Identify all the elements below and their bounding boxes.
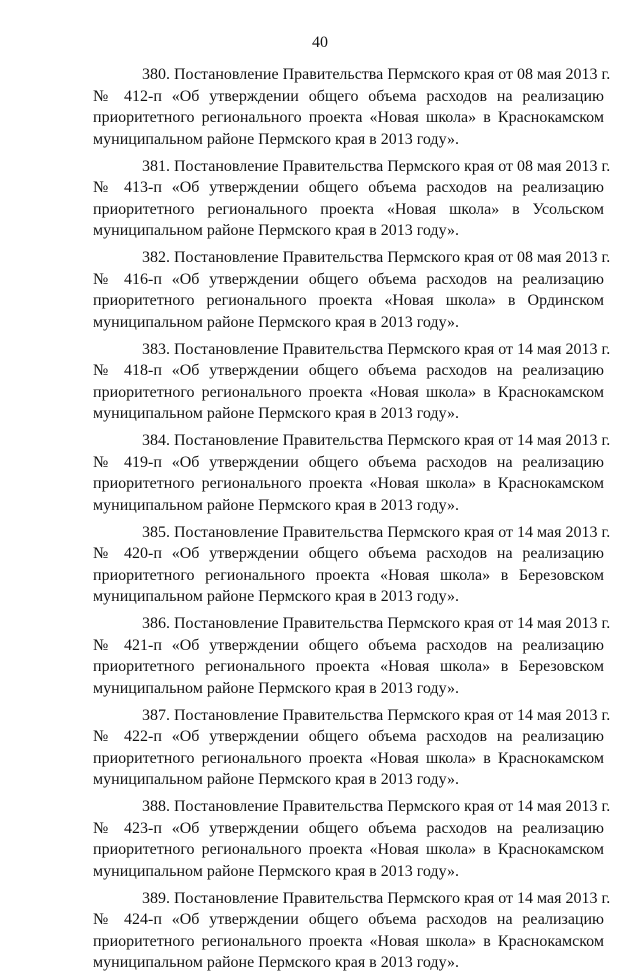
list-item [93, 888, 611, 974]
entry-line: № 423-п «Об утверждении общего объема расходов на реализацию [93, 819, 604, 837]
entry-line: приоритетного регионального проекта «Новая школа» в Краснокамском [93, 749, 604, 767]
entry-line: № 424-п «Об утверждении общего объема расходов на реализацию [93, 911, 604, 928]
entry-line: № 418-п «Об утверждении общего объема расходов на реализацию [93, 362, 604, 379]
entry-line: 382. Постановление Правительства Пермского края от 08 мая 2013 г. [142, 249, 611, 266]
entries-list [93, 64, 611, 979]
entry-line: 385. Постановление Правительства Пермского края от 14 мая 2013 г. [142, 523, 611, 541]
page-number: 40 [312, 34, 328, 51]
entry-line: приоритетного регионального проекта «Новая школа» в Березовском [93, 566, 604, 584]
list-item [93, 339, 611, 425]
entry-line: № 421-п «Об утверждении общего объема расходов на реализацию [93, 636, 604, 654]
entry-line: муниципальном районе Пермского края в 2013 году». [93, 771, 459, 788]
entry-line: муниципальном районе Пермского края в 2013 году». [93, 954, 459, 971]
entry-line: приоритетного регионального проекта «Новая школа» в Краснокамском [93, 109, 604, 126]
list-item [93, 247, 611, 333]
entry-line: приоритетного регионального проекта «Новая школа» в Березовском [93, 658, 604, 675]
list-item [93, 613, 611, 699]
entry-line: 384. Постановление Правительства Пермского края от 14 мая 2013 г. [142, 432, 611, 449]
entry-line: муниципальном районе Пермского края в 2013 году». [93, 496, 459, 514]
entry-line: муниципальном районе Пермского края в 2013 году». [93, 588, 459, 605]
entry-line: муниципальном районе Пермского края в 2013 году». [93, 862, 459, 880]
list-item [93, 796, 611, 882]
entry-line: 389. Постановление Правительства Пермского края от 14 мая 2013 г. [142, 889, 611, 907]
entry-line: № 420-п «Об утверждении общего объема расходов на реализацию [93, 545, 604, 562]
entry-line: 383. Постановление Правительства Пермского края от 14 мая 2013 г. [142, 340, 611, 358]
entry-line: 387. Постановление Правительства Пермского края от 14 мая 2013 г. [142, 706, 611, 724]
list-item [93, 156, 611, 242]
entry-line: муниципальном районе Пермского края в 2013 году». [93, 313, 459, 331]
entry-line: 380. Постановление Правительства Пермского края от 08 мая 2013 г. [142, 66, 611, 83]
entry-line: муниципальном районе Пермского края в 2013 году». [93, 679, 459, 697]
entry-line: 381. Постановление Правительства Пермского края от 08 мая 2013 г. [142, 157, 611, 175]
list-item [93, 64, 611, 150]
entry-line: муниципальном районе Пермского края в 2013 году». [93, 130, 459, 148]
entry-line: приоритетного регионального проекта «Новая школа» в Ординском [93, 292, 604, 309]
entry-line: № 412-п «Об утверждении общего объема расходов на реализацию [93, 87, 604, 105]
entry-line: приоритетного регионального проекта «Новая школа» в Краснокамском [93, 475, 604, 492]
entry-line: муниципальном районе Пермского края в 2013 году». [93, 405, 459, 422]
entry-line: приоритетного регионального проекта «Новая школа» в Краснокамском [93, 841, 604, 858]
entry-line: № 419-п «Об утверждении общего объема расходов на реализацию [93, 453, 604, 471]
entry-line: приоритетного регионального проекта «Новая школа» в Краснокамском [93, 932, 604, 950]
entry-line: приоритетного регионального проекта «Новая школа» в Краснокамском [93, 383, 604, 401]
entry-line: приоритетного регионального проекта «Новая школа» в Усольском [93, 200, 604, 218]
list-item [93, 522, 611, 608]
entry-line: 388. Постановление Правительства Пермского края от 14 мая 2013 г. [142, 798, 611, 815]
entry-line: муниципальном районе Пермского края в 2013 году». [93, 222, 459, 239]
list-item [93, 705, 611, 791]
entry-line: 386. Постановление Правительства Пермского края от 14 мая 2013 г. [142, 615, 611, 632]
list-item [93, 430, 611, 516]
entry-line: № 416-п «Об утверждении общего объема расходов на реализацию [93, 270, 604, 288]
entry-line: № 413-п «Об утверждении общего объема расходов на реализацию [93, 179, 604, 196]
entry-line: № 422-п «Об утверждении общего объема расходов на реализацию [93, 728, 604, 745]
